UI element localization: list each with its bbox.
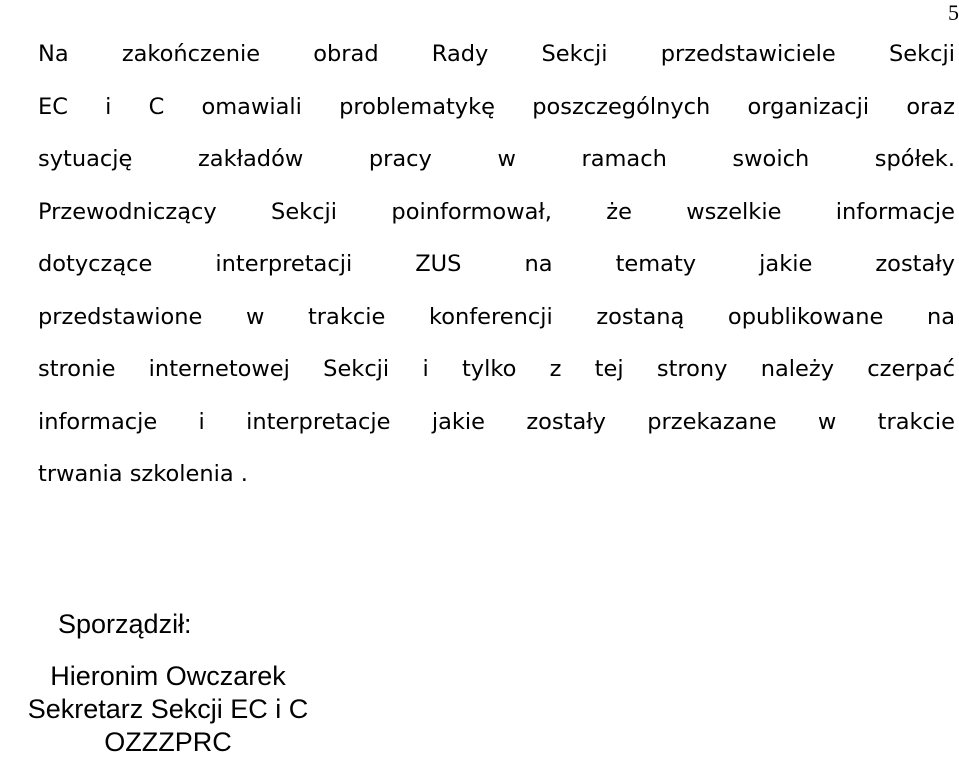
signatory-organization: OZZZPRC	[104, 727, 232, 757]
signatory-role: Sekretarz Sekcji EC i C	[27, 694, 309, 724]
paragraph-line: sytuację zakładów pracy w ramach swoich spółek.	[38, 146, 955, 172]
paragraph-line: Przewodniczący Sekcji poinformował, że wszelkie informacje	[38, 198, 955, 225]
paragraph-line: trwania szkolenia .	[38, 461, 248, 487]
paragraph-line: informacje i interpretacje jakie zostały przekazane w trakcie	[38, 408, 955, 435]
page-number: 5	[948, 0, 959, 25]
paragraph-line: przedstawione w trakcie konferencji zostaną opublikowane na	[38, 303, 955, 330]
paragraph-line: dotyczące interpretacji ZUS na tematy jakie zostały	[38, 251, 955, 277]
paragraph-line: Na zakończenie obrad Rady Sekcji przedstawiciele Sekcji	[38, 41, 955, 67]
paragraph-line: stronie internetowej Sekcji i tylko z tej strony należy czerpać	[38, 356, 955, 382]
signature-block	[0, 660, 336, 759]
signatory-name: Hieronim Owczarek	[50, 661, 286, 691]
paragraph-line: EC i C omawiali problematykę poszczególnych organizacji oraz	[38, 93, 955, 120]
body-paragraph	[38, 28, 955, 501]
prepared-by-label: Sporządził:	[58, 609, 192, 639]
